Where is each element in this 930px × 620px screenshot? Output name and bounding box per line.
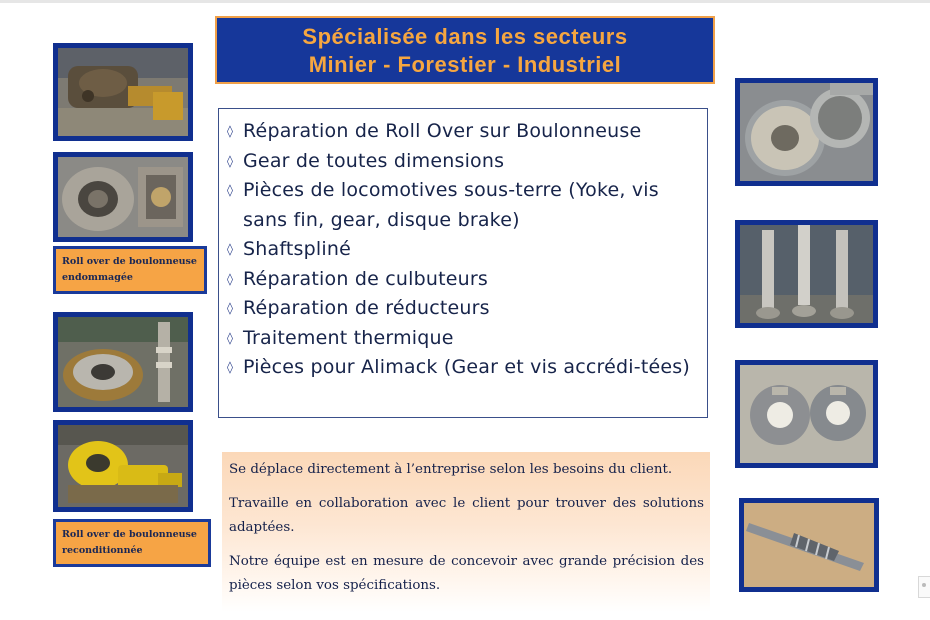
- bullet-icon: ◊: [227, 330, 234, 345]
- photo-large-gears: [735, 78, 878, 186]
- bullet-icon: ◊: [227, 124, 234, 138]
- services-list-box: [218, 108, 708, 418]
- bullet-icon: ◊: [227, 301, 234, 315]
- list-item: ◊ Gear de toutes dimensions: [227, 147, 697, 177]
- list-item: ◊ Pièces pour Alimack (Gear et vis accrédi-tées): [227, 353, 697, 383]
- description-box: [222, 452, 710, 612]
- caption-damaged: [53, 246, 207, 294]
- caption-reconditioned: [53, 519, 211, 567]
- list-item: ◊ Réparation de Roll Over sur Boulonneuse: [227, 117, 697, 147]
- title-line-1: Spécialisée dans les secteurs: [302, 24, 628, 49]
- caption-damaged-text: Roll over de boulonneuse endommagée: [62, 256, 197, 283]
- dot-icon: [922, 583, 926, 587]
- title-line-2: Minier - Forestier - Industriel: [308, 52, 622, 77]
- bullet-icon: ◊: [227, 271, 234, 286]
- top-divider: [0, 0, 930, 3]
- side-scroll-tab[interactable]: [918, 576, 930, 598]
- description-paragraph-1: Se déplace directement à l’entreprise selon les besoins du client.: [229, 462, 673, 477]
- list-item: ◊ Pièces de locomotives sous-terre (Yoke, vis sans fin, gear, disque brake): [227, 176, 697, 235]
- photo-damaged-roll-over-housing: [53, 43, 193, 141]
- photo-splined-shafts: [735, 220, 878, 328]
- bullet-icon: ◊: [227, 360, 234, 374]
- bullet-icon: ◊: [227, 183, 234, 197]
- list-item: ◊ Traitement thermique: [227, 324, 697, 354]
- bullet-icon: ◊: [227, 153, 234, 168]
- bullet-icon: ◊: [227, 242, 234, 256]
- photo-damaged-roll-over-gear: [53, 152, 193, 242]
- list-item: ◊ Réparation de culbuteurs: [227, 265, 697, 295]
- photo-reconditioned-roll-over: [53, 420, 193, 512]
- list-item: ◊ Réparation de réducteurs: [227, 294, 697, 324]
- photo-machined-couplings: [735, 360, 878, 468]
- caption-reconditioned-text: Roll over de boulonneuse reconditionnée: [62, 529, 197, 556]
- photo-gear-and-shaft-parts: [53, 312, 193, 412]
- list-item: ◊ Shaftspliné: [227, 235, 697, 265]
- photo-worm-screw-shaft: [739, 498, 879, 592]
- page-title: [215, 16, 715, 84]
- description-paragraph-2: Travaille en collaboration avec le client pour trouver des solutions adaptées.: [229, 496, 704, 535]
- description-paragraph-3: Notre équipe est en mesure de concevoir avec grande précision des pièces selon vos spécifications.: [229, 554, 704, 593]
